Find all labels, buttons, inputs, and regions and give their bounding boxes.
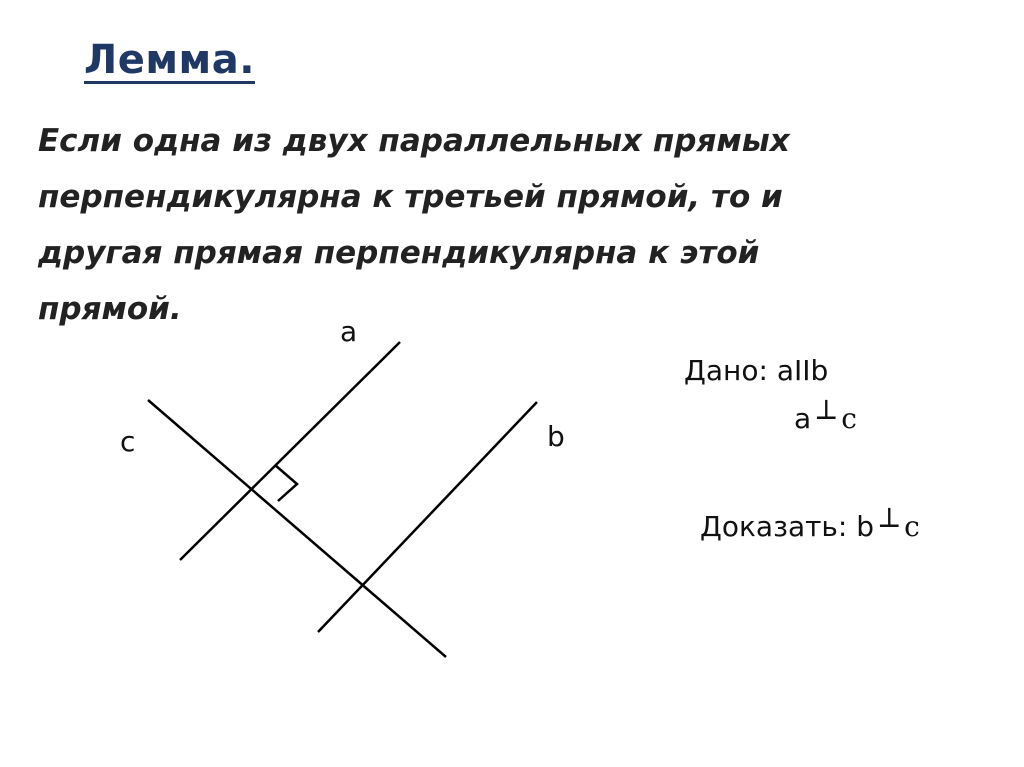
label-a: a [340, 315, 358, 348]
lemma-statement [38, 113, 958, 337]
given-parallel: aIIb [776, 354, 829, 387]
given-prefix: Дано: [684, 354, 777, 387]
right-angle-mark [275, 465, 297, 501]
given-perp [794, 402, 857, 436]
line-a [180, 342, 400, 560]
prove-left: b [856, 510, 875, 543]
line-c [148, 400, 446, 657]
statement-line-4: прямой. [38, 291, 182, 327]
statement-line-1: Если одна из двух параллельных прямых [38, 123, 790, 159]
prove-block [700, 510, 920, 544]
prove-prefix: Доказать: [700, 510, 857, 543]
label-c: c [120, 425, 136, 458]
prove-right: c [904, 510, 920, 543]
line-b [318, 402, 537, 632]
given-perp-right: c [841, 402, 857, 435]
given-perp-left: a [794, 402, 812, 435]
page-title: Лемма. [84, 37, 255, 83]
given-block [684, 354, 828, 388]
label-b: b [547, 420, 565, 453]
perpendicular-icon: ┴ [817, 401, 836, 436]
statement-line-2: перпендикулярна к третьей прямой, то и [38, 179, 783, 215]
perpendicular-icon: ┴ [880, 509, 899, 544]
statement-line-3: другая прямая перпендикулярна к этой [38, 235, 760, 271]
